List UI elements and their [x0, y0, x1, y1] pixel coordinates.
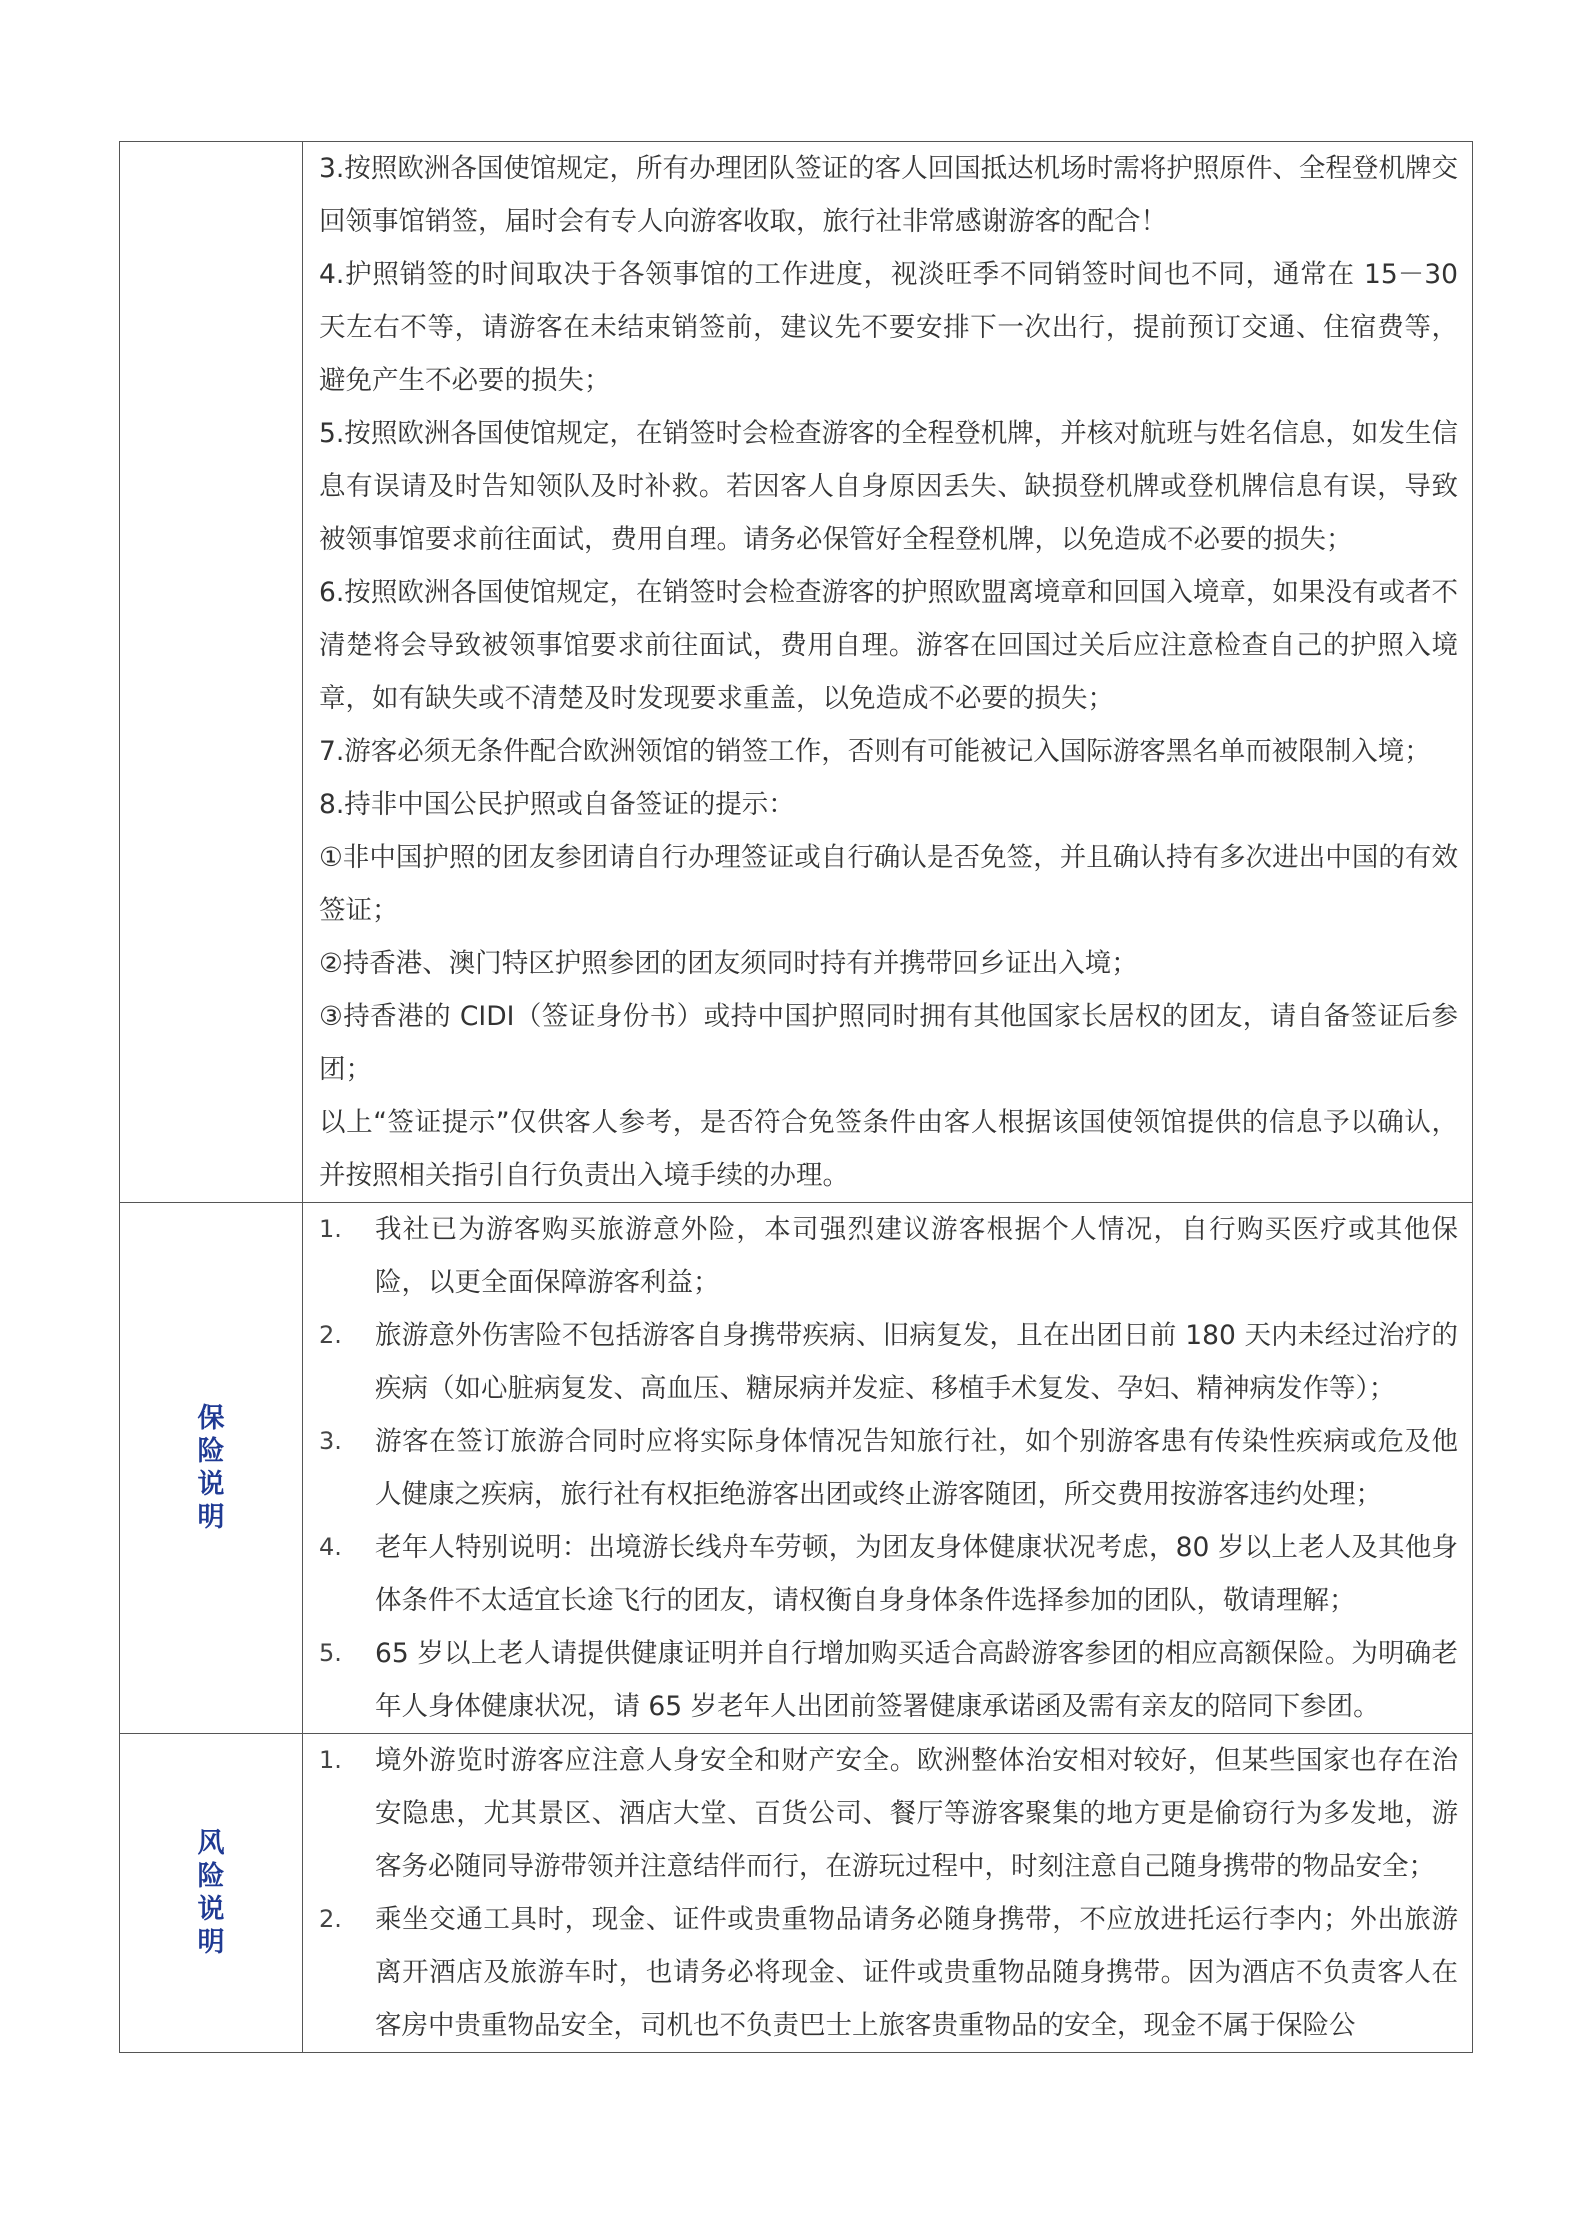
insurance-content-cell: [303, 1203, 1473, 1734]
insurance-row: [120, 1203, 1473, 1734]
item-number: 5.: [319, 1639, 342, 1667]
notice-table: [119, 141, 1473, 2053]
list-item: [319, 1309, 1458, 1415]
visa-label-cell: [120, 142, 303, 1203]
item-text: 旅游意外伤害险不包括游客自身携带疾病、旧病复发，且在出团日前 180 天内未经过治疗的疾病（如心脏病复发、高血压、糖尿病并发症、移植手术复发、孕妇、精神病发作等）；: [375, 1320, 1458, 1404]
list-item: [319, 1521, 1458, 1627]
item-text: 我社已为游客购买旅游意外险，本司强烈建议游客根据个人情况，自行购买医疗或其他保险，以更全面保障游客利益；: [375, 1214, 1458, 1298]
insurance-label-cell: [120, 1203, 303, 1734]
item-text: 游客在签订旅游合同时应将实际身体情况告知旅行社，如个别游客患有传染性疾病或危及他人健康之疾病，旅行社有权拒绝游客出团或终止游客随团，所交费用按游客违约处理；: [375, 1426, 1458, 1510]
risk-row: [120, 1734, 1473, 2053]
list-item: [319, 1893, 1458, 2052]
item-text: 老年人特别说明：出境游长线舟车劳顿，为团友身体健康状况考虑，80 岁以上老人及其他身体条件不太适宜长途飞行的团友，请权衡自身身体条件选择参加的团队，敬请理解；: [375, 1532, 1458, 1616]
item-text: 65 岁以上老人请提供健康证明并自行增加购买适合高龄游客参团的相应高额保险。为明确老年人身体健康状况，请 65 岁老年人出团前签署健康承诺函及需有亲友的陪同下参团。: [375, 1638, 1458, 1722]
item-text: 乘坐交通工具时，现金、证件或贵重物品请务必随身携带，不应放进托运行李内；外出旅游离开酒店及旅游车时，也请务必将现金、证件或贵重物品随身携带。因为酒店不负责客人在客房中贵重物品安全，司机也不负责巴士上旅客贵重物品的安全，现金不属于保险公: [375, 1904, 1458, 2041]
visa-paragraph: 5.按照欧洲各国使馆规定，在销签时会检查游客的全程登机牌，并核对航班与姓名信息，如发生信息有误请及时告知领队及时补救。若因客人自身原因丢失、缺损登机牌或登机牌信息有误，导致被领事馆要求前往面试，费用自理。请务必保管好全程登机牌，以免造成不必要的损失；: [319, 418, 1458, 555]
item-number: 1.: [319, 1215, 342, 1243]
list-item: [319, 1734, 1458, 1893]
visa-row: [120, 142, 1473, 1203]
item-number: 1.: [319, 1746, 342, 1774]
item-text: 境外游览时游客应注意人身安全和财产安全。欧洲整体治安相对较好，但某些国家也存在治安隐患，尤其景区、酒店大堂、百货公司、餐厅等游客聚集的地方更是偷窃行为多发地，游客务必随同导游带领并注意结伴而行，在游玩过程中，时刻注意自己随身携带的物品安全；: [375, 1745, 1458, 1882]
visa-paragraph: 8.持非中国公民护照或自备签证的提示：: [319, 789, 795, 820]
risk-content-cell: [303, 1734, 1473, 2053]
visa-paragraph: ③持香港的 CIDI（签证身份书）或持中国护照同时拥有其他国家长居权的团友，请自备签证后参团；: [319, 1001, 1458, 1085]
insurance-label: 保险说明: [197, 1403, 225, 1533]
visa-paragraph: 3.按照欧洲各国使馆规定，所有办理团队签证的客人回国抵达机场时需将护照原件、全程登机牌交回领事馆销签，届时会有专人向游客收取，旅行社非常感谢游客的配合！: [319, 153, 1458, 237]
visa-paragraph: 7.游客必须无条件配合欧洲领馆的销签工作，否则有可能被记入国际游客黑名单而被限制入境；: [319, 736, 1431, 767]
list-item: [319, 1203, 1458, 1309]
visa-content-cell: [303, 142, 1473, 1203]
visa-paragraph: ①非中国护照的团友参团请自行办理签证或自行确认是否免签，并且确认持有多次进出中国的有效签证；: [319, 842, 1458, 926]
list-item: [319, 1415, 1458, 1521]
visa-paragraph: ②持香港、澳门特区护照参团的团友须同时持有并携带回乡证出入境；: [319, 948, 1138, 979]
item-number: 2.: [319, 1321, 342, 1349]
item-number: 4.: [319, 1533, 342, 1561]
visa-paragraph: 6.按照欧洲各国使馆规定，在销签时会检查游客的护照欧盟离境章和回国入境章，如果没有或者不清楚将会导致被领事馆要求前往面试，费用自理。游客在回国过关后应注意检查自己的护照入境章，如有缺失或不清楚及时发现要求重盖，以免造成不必要的损失；: [319, 577, 1458, 714]
item-number: 3.: [319, 1427, 342, 1455]
risk-label-cell: [120, 1734, 303, 2053]
visa-paragraph: 4.护照销签的时间取决于各领事馆的工作进度，视淡旺季不同销签时间也不同，通常在 15－30 天左右不等，请游客在未结束销签前，建议先不要安排下一次出行，提前预订交通、住宿费等，避免产生不必要的损失；: [319, 259, 1458, 396]
visa-paragraph: 以上“签证提示”仅供客人参考，是否符合免签条件由客人根据该国使领馆提供的信息予以确认，并按照相关指引自行负责出入境手续的办理。: [319, 1107, 1458, 1191]
list-item: [319, 1627, 1458, 1733]
item-number: 2.: [319, 1905, 342, 1933]
risk-label: 风险说明: [197, 1828, 225, 1958]
